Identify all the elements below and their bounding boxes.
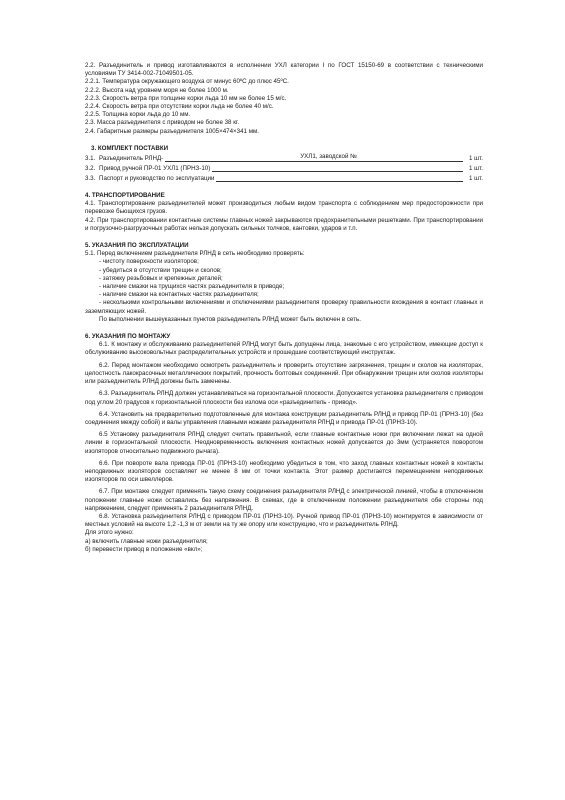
clause-2-2: 2.2. Разъединитель и привод изготавливаются в исполнении УХЛ категории I по ГОСТ 15150-69 в соответствии с техническими условиями ТУ 3414-002-71049501-05. — [85, 62, 483, 78]
clause-6-4: 6.4. Установить на предварительно подготовленные для монтажа конструкции разъединитель РЛНД и привод ПР-01 (ПРНЗ-10) (без соединения между собой) и валы управления главными ножами разъединителя РЛНД и привода ПР-01 (ПРНЗ-10). — [85, 410, 483, 426]
kit-row-underline — [216, 174, 463, 182]
clause-2-2-1: 2.2.1. Температура окружающего воздуха от минус 60ºС до плюс 45ºС. — [85, 78, 289, 86]
procedure-step: а) включить главные ножи разъединителя; — [85, 537, 208, 545]
clause-6-1: 6.1. К монтажу и обслуживанию разъединителей РЛНД могут быть допущены лица, знакомые с его устройством, имеющие доступ к обслуживанию высоковольтных распределительных устройств и прошедшие соответствующий инструктаж. — [85, 341, 483, 357]
clause-6-7: 6.7. При монтаже следует применять такую схему соединения разъединителя РЛНД с электрической линией, чтобы в отключенном положении главные ножи оставались без напряжения. В схемах, где в отключенном положении разъединителя обе стороны под напряжением, следует применять 2 разъединителя РЛНД. — [85, 488, 483, 512]
clause-6-6: 6.6. При повороте вала привода ПР-01 (ПРНЗ-10) необходимо убедиться в том, что заход главных контактных ножей в контакты неподвижных изоляторов составляет не менее 8 мм от точки контакта. Этот размер достигается перемещением неподвижных изоляторов по оси швеллеров. — [85, 459, 483, 484]
section-3 — [85, 145, 483, 183]
kit-row-number: 3.3. — [85, 174, 96, 182]
clause-5-1: 5.1. Перед включением разъединителя РЛНД в сеть необходимо проверять: — [85, 250, 305, 258]
clause-2-2-4: 2.2.4. Скорость ветра при отсутствии корки льда не более 40 м/с. — [85, 103, 274, 111]
clause-6-2: 6.2. Перед монтажом необходимо осмотреть разъединитель и проверить отсутствие загрязнения, трещин и сколов на изоляторах, целостность лакокрасочных металлических покрытий, прочность болтовых соединений. При обнаружении трещин или сколов изоляторы или разъединитель РЛНД должны быть заменены. — [85, 361, 483, 386]
clause-2-2-5: 2.2.5. Толщина корки льда до 10 мм. — [85, 111, 191, 119]
kit-row — [85, 153, 483, 163]
clause-6-5: 6.5 Установку разъединителя РЛНД следует считать правильной, если главные контактные ножи при включении лежат на одной линии в горизонтальной плоскости. Неодновременность включения контактных ножей допускается до 3мм (устраняется поворотом изоляторов относительно подвижного рычага). — [85, 431, 483, 455]
check-item: - наличие смазки на контактных частях разъединителя; — [99, 291, 259, 299]
section-4 — [85, 192, 483, 233]
kit-row-label: Разъединитель РЛНД- — [99, 154, 164, 162]
procedure-intro: Для этого нужно: — [85, 529, 134, 537]
kit-row-underline — [212, 164, 463, 172]
clause-6-3: 6.3. Разъединитель РЛНД должен устанавливаться на горизонтальной плоскости. Допускается установка разъединителя с приводом под углом 20 градусов к горизонтальной плоскости без излома оси «разъединитель - привод». — [85, 390, 483, 406]
kit-row — [85, 163, 483, 173]
section-6-heading: 6. УКАЗАНИЯ ПО МОНТАЖУ — [85, 333, 171, 341]
kit-row-number: 3.1. — [85, 154, 96, 162]
clause-4-2: 4.2. При транспортировании контактные системы главных ножей закрываются предохранительными решетками. При транспортировании и погрузочно-разгрузочных работах нельзя допускать сильных толчков, кантовки, ударов и т.п. — [85, 216, 483, 232]
kit-row-quantity: 1 шт. — [469, 174, 483, 182]
section-5-outro: По выполнении вышеуказанных пунктов разъединитель РЛНД может быть включен в сеть. — [99, 315, 361, 323]
kit-row-quantity: 1 шт. — [469, 164, 483, 172]
document-page — [85, 62, 483, 554]
section-6 — [85, 333, 483, 554]
kit-row-label: Привод ручной ПР-01 УХЛ1 (ПРНЗ-10) — [99, 164, 211, 172]
section-5 — [85, 242, 483, 324]
kit-row-quantity: 1 шт. — [469, 154, 483, 162]
kit-row-label: Паспорт и руководство по эксплуатации — [99, 174, 215, 182]
section-3-heading: 3. КОМПЛЕКТ ПОСТАВКИ — [91, 144, 169, 152]
clause-2-2-3: 2.2.3. Скорость ветра при толщине корки льда 10 мм не более 15 м/с. — [85, 94, 287, 102]
check-item: - чистоту поверхности изоляторов; — [99, 258, 199, 266]
section-4-heading: 4. ТРАНСПОРТИРОВАНИЕ — [85, 192, 165, 200]
check-item: - наличие смазки на трущихся частях разъединителя в приводе; — [99, 283, 285, 291]
section-2 — [85, 62, 483, 136]
check-item: - убедиться в отсутствии трещин и сколов; — [99, 266, 222, 274]
clause-2-3: 2.3. Масса разъединителя с приводом не более 38 кг. — [85, 119, 240, 127]
clause-4-1: 4.1. Транспортирование разъединителей может производиться любым видом транспорта с соблюдением мер предосторожности при перевозке бьющихся грузов. — [85, 200, 483, 216]
kit-row-number: 3.2. — [85, 164, 96, 172]
procedure-step: б) перевести привод в положение «вкл»; — [85, 545, 203, 553]
check-item: - несколькими контрольными включениями и отключениями разъединителя проверку правильности вхождения в контакт главных и заземляющих ножей. — [85, 299, 483, 315]
section-5-heading: 5. УКАЗАНИЯ ПО ЭКСПЛУАТАЦИИ — [85, 242, 189, 250]
clause-2-4: 2.4. Габаритные размеры разъединителя 1005×474×341 мм. — [85, 127, 259, 135]
kit-row-underline — [165, 154, 463, 162]
check-item: - затяжку резьбовых и крепежных деталей; — [99, 274, 223, 282]
clause-2-2-2: 2.2.2. Высота над уровнем моря не более 1000 м. — [85, 86, 229, 94]
kit-row — [85, 173, 483, 183]
kit-row-middle-text: УХЛ1, заводской № — [300, 152, 357, 160]
clause-6-8: 6.8. Установка разъединителя РЛНД с приводом ПР-01 (ПРНЗ-10). Ручной привод ПР-01 (ПРНЗ-10) монтируется в зависимости от местных условий на высоте 1,2 -1,3 м от земли на ту же опору или конструкцию, что и разъединитель РЛНД. — [85, 512, 483, 529]
